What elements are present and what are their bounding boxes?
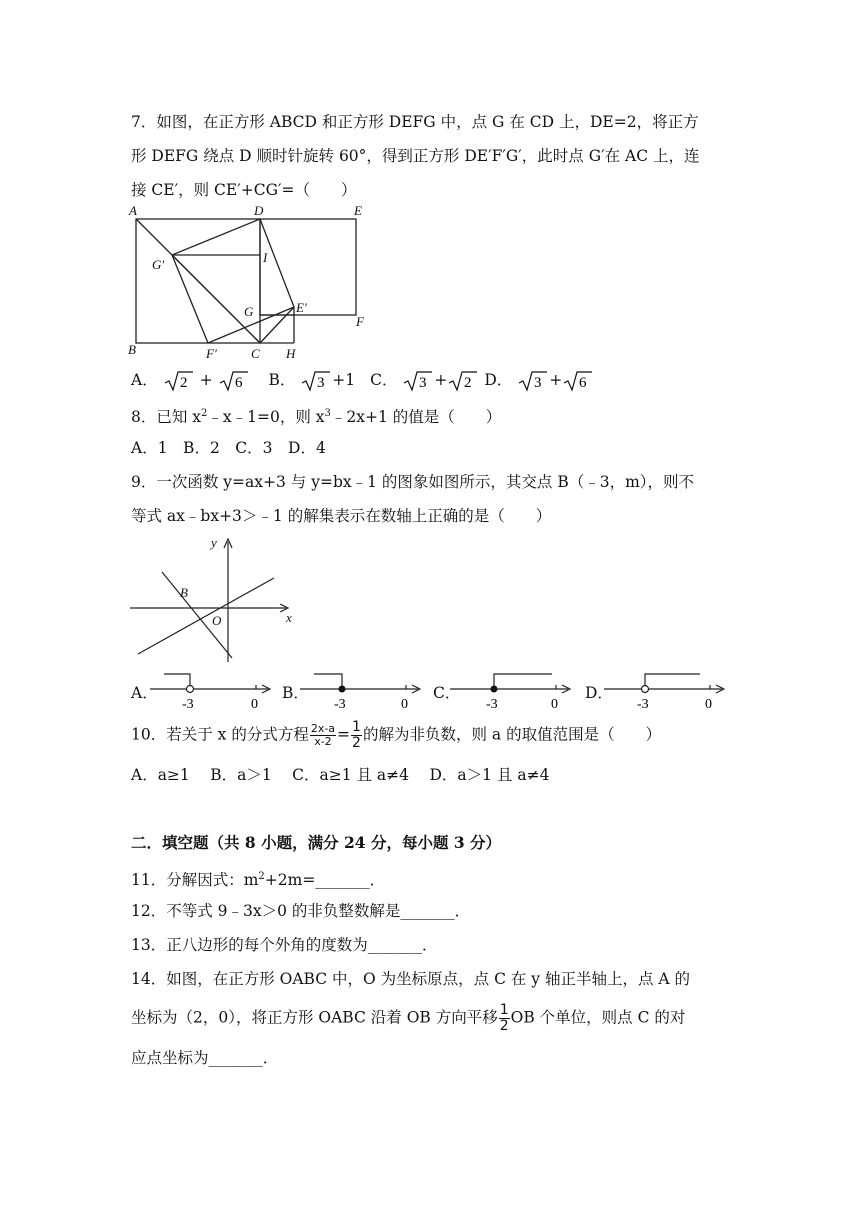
q8-stem: 8．已知 $x^2﹣x﹣1=0$，则 $x^3﹣2x+1$ 的值是（ ） (131, 408, 502, 427)
q12: 12．不等式 9﹣3x＞0 的非负整数解是_______． (131, 902, 471, 920)
q13: 13．正八边形的每个外角的度数为_______． (131, 936, 438, 954)
label-C: C (251, 346, 260, 361)
q10-stem: 10．若关于 x 的分式方程 $\frac{2x-a}{x-2}$ = $\frac{1}{2}$ 的解为非负数，则 a 的取值范围是（ ） (131, 719, 662, 751)
svg-text:3: 3 (419, 375, 427, 391)
svg-text:0: 0 (551, 697, 558, 712)
q11: 11．分解因式：$m^2+2m=\_\_\_\_\_\_\_$． (131, 871, 386, 890)
sqrt-icon (219, 370, 249, 392)
section-heading: 二．填空题（共 8 小题，满分 24 分，每小题 3 分） (131, 833, 502, 852)
q7-options: A． 2 + 6 B． 3 +1 C． 3 + 2 D． 3 + 6 (131, 370, 594, 392)
axis-x-label: x (286, 610, 292, 625)
q14-line-3: 应点坐标为_______． (131, 1049, 279, 1067)
q7-line-2: 形 DEFG 绕点 D 顺时针旋转 60°，得到正方形 DE′F′G′，此时点 G′在 AC 上，连 (131, 147, 700, 165)
label-Gprime: G′ (152, 257, 165, 272)
svg-text:2: 2 (464, 375, 472, 391)
sqrt-icon (301, 370, 331, 392)
q9-option-c-label: C． (433, 684, 461, 702)
axis-y-label: y (211, 535, 217, 550)
svg-text:0: 0 (251, 697, 258, 712)
fraction: $\frac{1}{2}$ (499, 1002, 509, 1034)
svg-text:-3: -3 (637, 697, 649, 712)
sqrt-icon (563, 370, 593, 392)
label-B: B (128, 342, 136, 357)
label-D: D (254, 203, 264, 218)
sqrt-icon (448, 370, 478, 392)
fraction: $\frac{1}{2}$ (352, 719, 361, 751)
label-F: F (356, 314, 364, 329)
q14-line-1: 14．如图，在正方形 OABC 中，O 为坐标原点，点 C 在 y 轴正半轴上，点 A 的 (131, 970, 691, 988)
q9-option-d-numberline (602, 670, 732, 712)
svg-text:3: 3 (317, 375, 325, 391)
label-Fprime: F′ (206, 346, 217, 361)
svg-text:0: 0 (401, 697, 408, 712)
q9-option-a-label: A． (131, 684, 158, 702)
svg-text:-3: -3 (486, 697, 498, 712)
q10-options: A．a≥1 B．a＞1 C．a≥1 且 a≠4 D．a＞1 且 a≠4 (131, 766, 550, 784)
q7-geometry-figure (126, 202, 376, 364)
q9-option-b-label: B． (282, 684, 309, 702)
label-B: B (180, 585, 188, 600)
q9-function-graph (128, 534, 298, 664)
q9-option-a-numberline (148, 670, 278, 712)
sqrt-icon (164, 370, 194, 392)
q9-option-d-label: D． (585, 684, 613, 702)
svg-text:2: 2 (179, 375, 188, 391)
label-E: E (354, 203, 362, 218)
label-I: I (263, 250, 268, 265)
q8-options: A．1 B．2 C．3 D．4 (131, 439, 326, 457)
label-Eprime: E′ (296, 300, 307, 315)
svg-text:3: 3 (534, 375, 542, 391)
label-H: H (286, 346, 296, 361)
q9-line-2: 等式 ax﹣bx+3＞﹣1 的解集表示在数轴上正确的是（ ） (131, 507, 552, 525)
q14-line-2: 坐标为（2，0），将正方形 OABC 沿着 OB 方向平移 $\frac{1}{2}$ OB 个单位，则点 C 的对 (131, 1002, 686, 1034)
svg-text:-3: -3 (334, 697, 346, 712)
q7-line-1: 7．如图，在正方形 ABCD 和正方形 DEFG 中，点 G 在 CD 上，DE=2，将正方 (131, 113, 699, 131)
svg-text:0: 0 (705, 697, 712, 712)
label-A: A (129, 203, 137, 218)
svg-text:-3: -3 (182, 697, 194, 712)
label-G: G (244, 304, 254, 319)
q9-option-b-numberline (298, 670, 428, 712)
q9-line-1: 9．一次函数 y=ax+3 与 y=bx﹣1 的图象如图所示，其交点 B（﹣3，m），则不 (131, 473, 695, 491)
q7-line-3: 接 CE′，则 CE′+CG′=（ ） (131, 181, 357, 199)
fraction: $\frac{2x-a}{x-2}$ (310, 722, 336, 748)
q9-option-c-numberline (448, 670, 578, 712)
sqrt-icon (403, 370, 433, 392)
svg-text:6: 6 (579, 375, 587, 391)
svg-text:6: 6 (234, 375, 243, 391)
sqrt-icon (518, 370, 548, 392)
label-O: O (212, 613, 222, 628)
